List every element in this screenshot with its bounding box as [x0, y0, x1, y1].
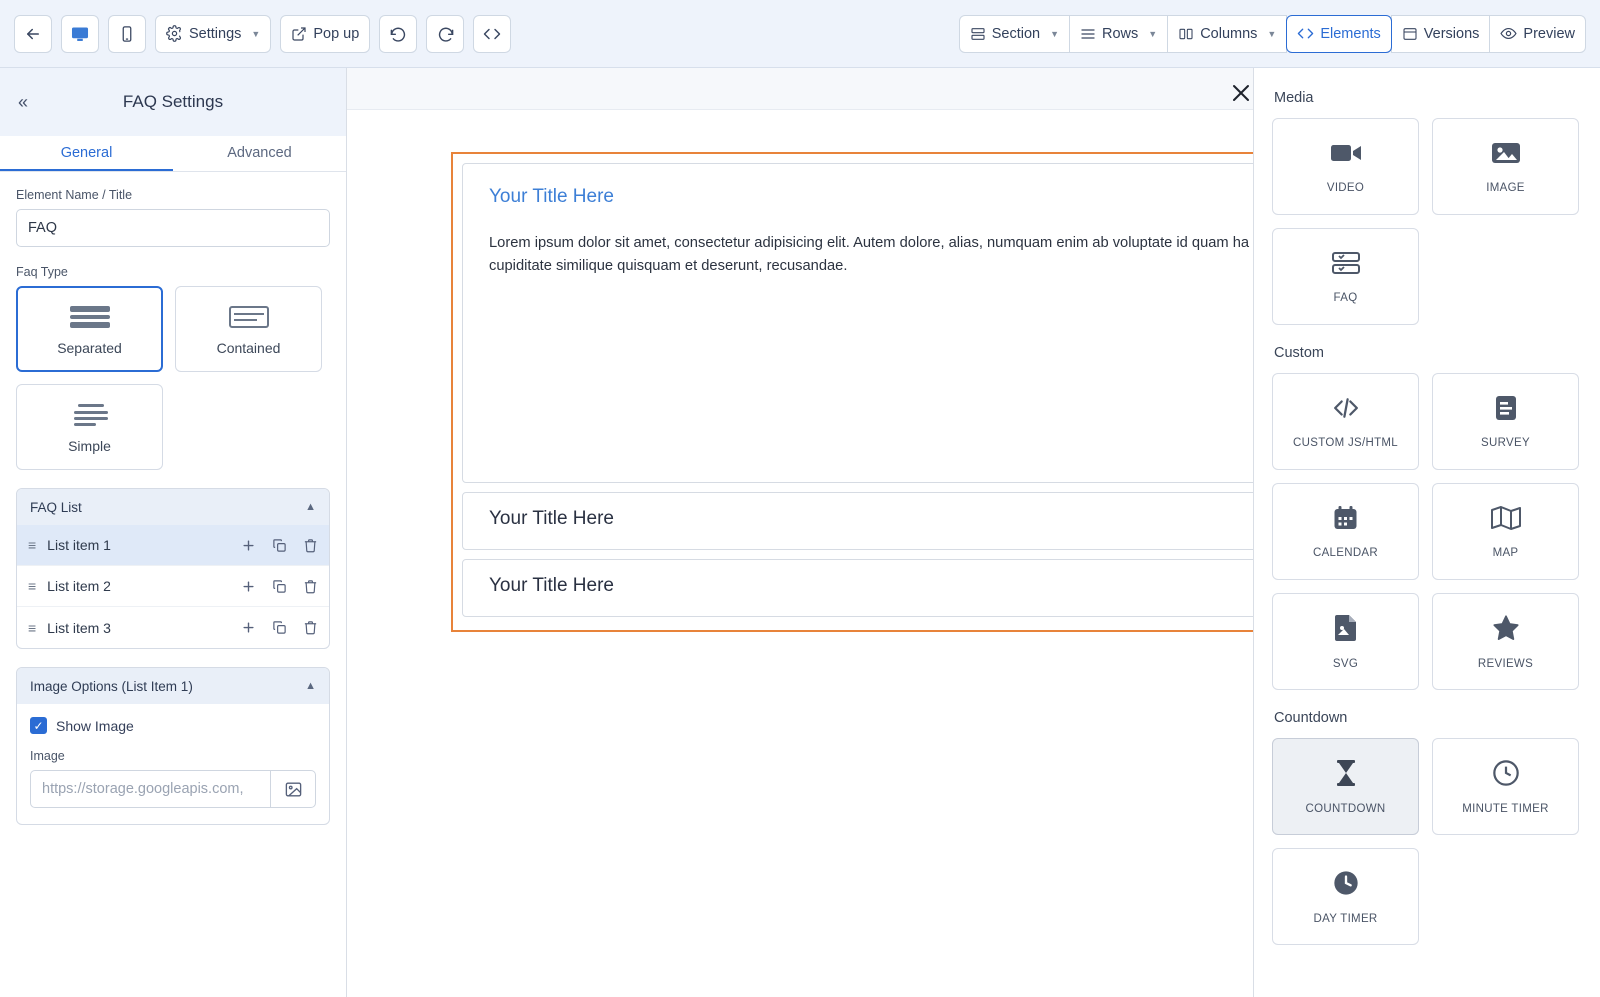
rows-button[interactable] — [1069, 15, 1168, 53]
toolbar-right-group — [960, 15, 1586, 53]
hourglass-icon — [1334, 759, 1358, 792]
duplicate-item-button[interactable] — [272, 620, 287, 635]
delete-item-button[interactable] — [303, 579, 318, 594]
element-card-map[interactable] — [1432, 483, 1579, 580]
element-card-countdown[interactable] — [1272, 738, 1419, 835]
element-card-custom-js-html[interactable] — [1272, 373, 1419, 470]
image-url-field — [30, 770, 316, 808]
faq-item-title: Your Title Here — [489, 575, 614, 596]
custom-card-grid — [1272, 373, 1582, 690]
star-icon — [1491, 614, 1521, 647]
media-card-grid — [1272, 118, 1582, 325]
image-options-title: Image Options (List Item 1) — [30, 678, 193, 694]
collapse-panel-button[interactable]: « — [18, 92, 29, 112]
add-item-button[interactable] — [241, 538, 256, 553]
canvas-topbar — [347, 68, 1253, 110]
popup-button[interactable] — [280, 15, 370, 53]
elements-button[interactable] — [1286, 15, 1391, 53]
gear-icon — [166, 25, 183, 42]
faq-item-open[interactable] — [462, 163, 1253, 483]
image-label: Image — [30, 749, 65, 763]
element-card-video[interactable] — [1272, 118, 1419, 215]
list-item-label: List item 2 — [47, 578, 111, 594]
chevron-down-icon: ▼ — [1050, 28, 1060, 39]
map-icon — [1490, 505, 1522, 536]
undo-icon — [389, 24, 408, 43]
popup-icon — [291, 26, 307, 42]
element-card-faq[interactable] — [1272, 228, 1419, 325]
duplicate-item-button[interactable] — [272, 579, 287, 594]
element-card-minute-timer[interactable] — [1432, 738, 1579, 835]
faq-list-header[interactable] — [17, 489, 329, 525]
faq-item-title: Your Title Here — [489, 186, 614, 207]
element-name-input[interactable] — [16, 209, 330, 247]
panel-tabs — [0, 136, 346, 172]
contained-layout-icon — [227, 303, 271, 331]
faq-list-section — [16, 488, 330, 649]
chevron-up-icon: ▲ — [305, 501, 316, 513]
group-title-countdown: Countdown — [1274, 710, 1348, 726]
element-card-svg[interactable] — [1272, 593, 1419, 690]
group-title-media: Media — [1274, 90, 1314, 106]
faq-type-contained[interactable] — [175, 286, 322, 372]
list-item[interactable] — [17, 566, 329, 607]
columns-label: Columns — [1200, 25, 1258, 42]
section-icon — [970, 26, 986, 42]
drag-handle-icon[interactable]: ≡ — [28, 578, 37, 594]
section-label: Section — [991, 25, 1041, 42]
versions-icon — [1402, 26, 1418, 42]
tab-advanced[interactable]: Advanced — [227, 145, 292, 161]
elements-label: Elements — [1320, 25, 1381, 42]
faq-item-closed[interactable] — [462, 559, 1253, 617]
element-card-label: SURVEY — [1481, 436, 1530, 449]
element-card-label: SVG — [1332, 657, 1359, 670]
faq-type-grid — [16, 286, 330, 470]
top-toolbar — [0, 0, 1600, 68]
image-options-body — [17, 704, 329, 824]
show-image-row — [30, 717, 316, 734]
faq-list-title: FAQ List — [30, 499, 82, 515]
desktop-view-button[interactable] — [61, 15, 99, 53]
versions-button[interactable] — [1391, 15, 1491, 53]
faq-settings-panel — [0, 68, 347, 997]
drag-handle-icon[interactable]: ≡ — [28, 619, 37, 636]
chevron-down-icon: ▼ — [1148, 28, 1158, 39]
columns-button[interactable] — [1167, 15, 1287, 53]
duplicate-item-button[interactable] — [272, 538, 287, 553]
faq-type-simple-label: Simple — [68, 437, 111, 454]
image-options-header[interactable] — [17, 668, 329, 704]
section-button[interactable] — [959, 15, 1070, 53]
list-item-label: List item 1 — [47, 537, 111, 553]
mobile-icon — [118, 25, 136, 43]
versions-label: Versions — [1423, 25, 1480, 42]
element-card-label: VIDEO — [1326, 181, 1365, 194]
faq-type-simple[interactable] — [16, 384, 163, 470]
panel-body — [0, 172, 346, 470]
elements-code-icon — [1297, 25, 1314, 42]
element-card-label: MINUTE TIMER — [1462, 802, 1549, 815]
preview-label: Preview — [1523, 25, 1575, 42]
calendar-icon — [1332, 505, 1359, 536]
preview-button[interactable] — [1489, 15, 1586, 53]
mobile-view-button[interactable] — [108, 15, 146, 53]
editor-canvas — [347, 68, 1253, 997]
code-button[interactable] — [473, 15, 511, 53]
countdown-card-grid — [1272, 738, 1582, 945]
list-item[interactable] — [17, 607, 329, 648]
list-item[interactable] — [17, 525, 329, 566]
columns-icon — [1178, 26, 1194, 42]
chevron-up-icon: ▲ — [305, 680, 316, 692]
back-button[interactable] — [14, 15, 52, 53]
add-item-button[interactable] — [241, 579, 256, 594]
desktop-icon — [71, 25, 89, 43]
faq-item-closed[interactable] — [462, 492, 1253, 550]
faq-type-contained-label: Contained — [216, 339, 281, 356]
element-name-label: Element Name / Title — [16, 188, 133, 202]
rows-icon — [1080, 26, 1096, 42]
drag-handle-icon[interactable]: ≡ — [28, 537, 37, 553]
delete-item-button[interactable] — [303, 620, 318, 635]
simple-layout-icon — [68, 401, 112, 429]
add-item-button[interactable] — [241, 620, 256, 635]
faq-item-title: Your Title Here — [489, 508, 614, 529]
code-icon — [483, 25, 501, 43]
settings-button[interactable] — [155, 15, 271, 53]
element-card-label: REVIEWS — [1477, 657, 1534, 670]
faq-item-body: Lorem ipsum dolor sit amet, consectetur adipisicing elit. Autem dolore, alias, numquam enim ab voluptate id quam ha cupiditate similique quisquam et deserunt, recusandae. — [489, 235, 1250, 274]
element-card-label: CALENDAR — [1312, 546, 1379, 559]
panel-title: FAQ Settings — [122, 92, 224, 111]
separated-layout-icon — [68, 303, 112, 331]
element-card-image[interactable] — [1432, 118, 1579, 215]
code-icon — [1330, 395, 1362, 426]
tab-general[interactable]: General — [0, 136, 173, 171]
clock-outline-icon — [1492, 759, 1520, 792]
element-card-label: FAQ — [1333, 291, 1358, 304]
chevron-down-icon: ▼ — [1267, 28, 1277, 39]
clock-filled-icon — [1332, 869, 1360, 902]
element-card-label: IMAGE — [1486, 181, 1525, 194]
image-icon — [1491, 140, 1521, 171]
back-arrow-icon — [24, 25, 42, 43]
element-card-label: DAY TIMER — [1313, 912, 1378, 925]
chevron-down-icon: ▼ — [251, 28, 261, 39]
list-item-label: List item 3 — [47, 619, 111, 636]
element-card-day-timer[interactable] — [1272, 848, 1419, 945]
element-card-survey[interactable] — [1432, 373, 1579, 470]
rows-label: Rows — [1102, 25, 1139, 42]
elements-panel — [1253, 68, 1600, 997]
redo-icon — [436, 24, 455, 43]
faq-element-frame[interactable] — [451, 152, 1253, 632]
delete-item-button[interactable] — [303, 538, 318, 553]
element-card-label: MAP — [1492, 546, 1519, 559]
svg-icon — [1333, 614, 1359, 647]
redo-button[interactable] — [426, 15, 464, 53]
element-card-calendar[interactable] — [1272, 483, 1419, 580]
faq-type-separated-label: Separated — [57, 339, 122, 356]
group-title-custom: Custom — [1274, 345, 1324, 361]
settings-label: Settings — [189, 25, 242, 42]
image-url-input[interactable] — [30, 770, 270, 808]
element-card-reviews[interactable] — [1432, 593, 1579, 690]
panel-header — [0, 68, 346, 136]
show-image-checkbox[interactable]: ✓ — [30, 717, 47, 734]
undo-button[interactable] — [379, 15, 417, 53]
show-image-label: Show Image — [56, 717, 134, 734]
survey-icon — [1493, 395, 1519, 426]
faq-type-separated[interactable] — [16, 286, 163, 372]
element-card-label: COUNTDOWN — [1305, 802, 1386, 815]
popup-label: Pop up — [313, 25, 360, 42]
faq-icon — [1331, 250, 1361, 281]
image-picker-button[interactable] — [270, 770, 316, 808]
faq-type-label: Faq Type — [16, 265, 68, 279]
video-icon — [1329, 140, 1363, 171]
element-card-label: CUSTOM JS/HTML — [1293, 436, 1398, 449]
eye-icon — [1500, 25, 1517, 42]
image-options-section — [16, 667, 330, 825]
